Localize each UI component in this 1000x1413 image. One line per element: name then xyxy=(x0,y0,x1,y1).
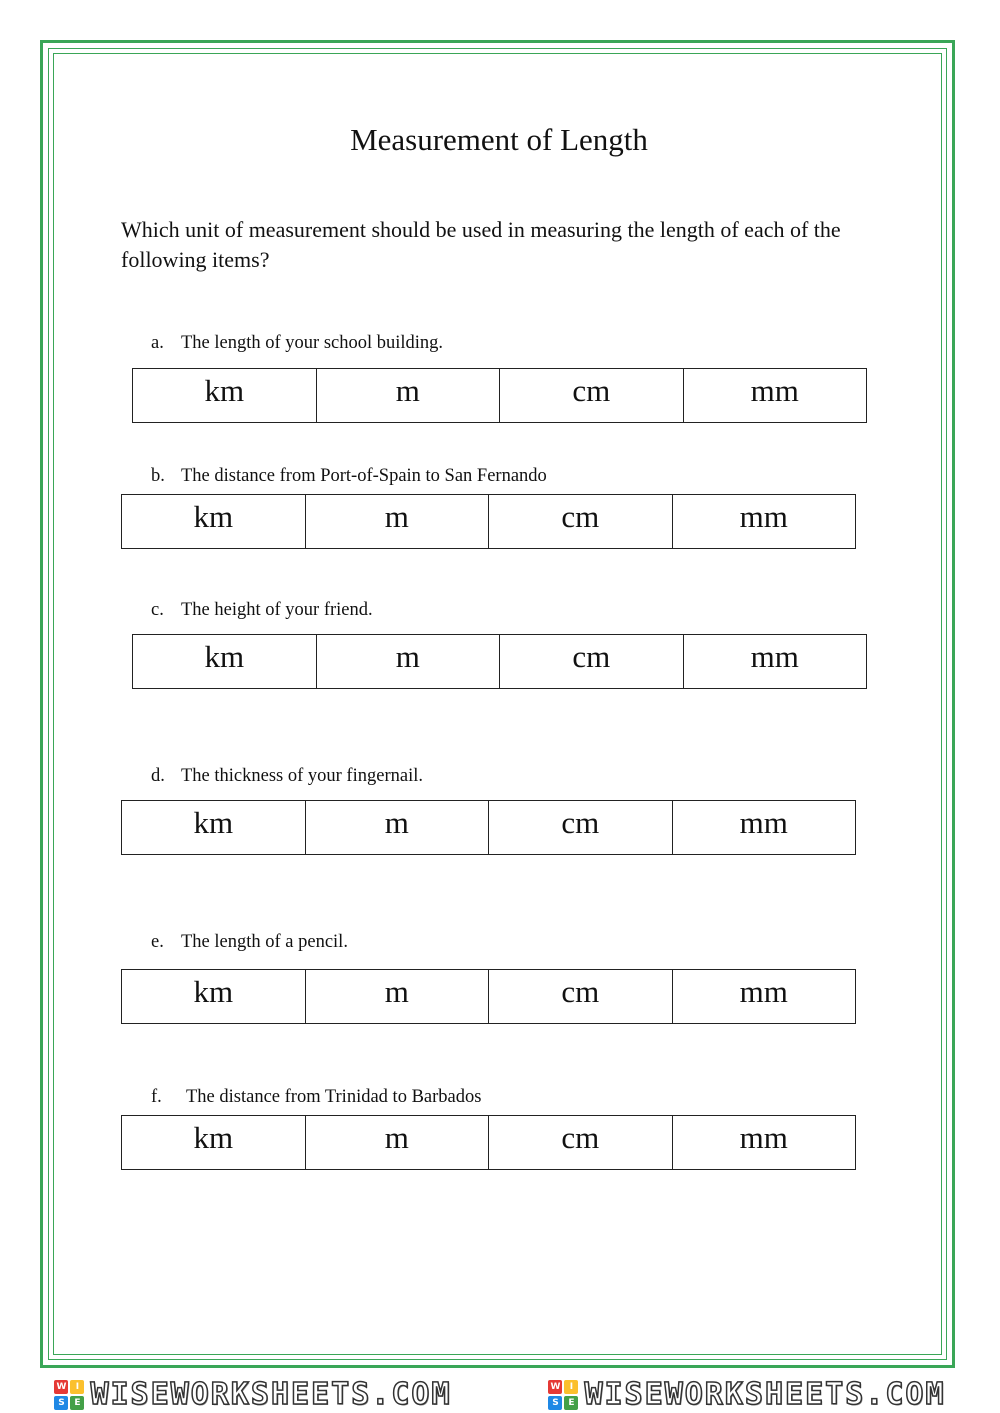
question-letter: c. xyxy=(151,600,164,620)
logo-tile: W xyxy=(548,1380,562,1394)
worksheet-prompt: Which unit of measurement should be used in measuring the length of each of the following items? xyxy=(121,217,841,272)
choice-row-d xyxy=(121,800,856,855)
question-c xyxy=(151,598,373,622)
option-cm[interactable]: cm xyxy=(489,801,673,855)
brand[interactable] xyxy=(54,1377,451,1412)
option-m[interactable]: m xyxy=(316,369,500,423)
question-b xyxy=(151,464,547,488)
option-m[interactable]: m xyxy=(305,970,489,1024)
option-km[interactable]: km xyxy=(122,970,306,1024)
worksheet-title: Measurement of Length xyxy=(350,122,648,157)
option-m[interactable]: m xyxy=(305,801,489,855)
question-d xyxy=(151,764,423,788)
option-mm[interactable]: mm xyxy=(672,495,856,549)
question-e xyxy=(151,930,348,954)
question-letter: a. xyxy=(151,333,164,353)
option-mm[interactable]: mm xyxy=(672,1116,856,1170)
question-letter: d. xyxy=(151,766,165,786)
choice-row-e xyxy=(121,969,856,1024)
question-f xyxy=(151,1085,481,1109)
option-cm[interactable]: cm xyxy=(489,495,673,549)
brand-logo-icon xyxy=(54,1380,84,1410)
option-km[interactable]: km xyxy=(122,1116,306,1170)
question-a xyxy=(151,331,443,355)
option-cm[interactable]: cm xyxy=(500,369,684,423)
logo-tile: W xyxy=(54,1380,68,1394)
logo-tile: I xyxy=(70,1380,84,1394)
choice-row-a xyxy=(132,368,867,423)
option-cm[interactable]: cm xyxy=(489,970,673,1024)
question-text: The length of a pencil. xyxy=(181,932,348,952)
option-mm[interactable]: mm xyxy=(683,369,867,423)
option-mm[interactable]: mm xyxy=(672,970,856,1024)
option-cm[interactable]: cm xyxy=(500,635,684,689)
question-letter: e. xyxy=(151,932,164,952)
option-mm[interactable]: mm xyxy=(672,801,856,855)
logo-tile: I xyxy=(564,1380,578,1394)
brand-text: WISEWORKSHEETS.COM xyxy=(90,1377,452,1412)
option-m[interactable]: m xyxy=(305,495,489,549)
choice-row-b xyxy=(121,494,856,549)
logo-tile: S xyxy=(54,1396,68,1410)
choice-row-c xyxy=(132,634,867,689)
option-m[interactable]: m xyxy=(305,1116,489,1170)
brand[interactable] xyxy=(548,1377,945,1412)
logo-tile: S xyxy=(548,1396,562,1410)
option-km[interactable]: km xyxy=(133,369,317,423)
logo-tile: E xyxy=(70,1396,84,1410)
question-text: The distance from Trinidad to Barbados xyxy=(186,1087,482,1107)
question-letter: b. xyxy=(151,466,165,486)
footer-watermark xyxy=(0,1376,1000,1413)
option-km[interactable]: km xyxy=(133,635,317,689)
option-km[interactable]: km xyxy=(122,801,306,855)
question-text: The thickness of your fingernail. xyxy=(181,766,423,786)
question-text: The distance from Port-of-Spain to San Fernando xyxy=(181,466,547,486)
logo-tile: E xyxy=(564,1396,578,1410)
option-km[interactable]: km xyxy=(122,495,306,549)
option-cm[interactable]: cm xyxy=(489,1116,673,1170)
option-m[interactable]: m xyxy=(316,635,500,689)
choice-row-f xyxy=(121,1115,856,1170)
brand-logo-icon xyxy=(548,1380,578,1410)
option-mm[interactable]: mm xyxy=(683,635,867,689)
brand-text: WISEWORKSHEETS.COM xyxy=(584,1377,946,1412)
question-letter: f. xyxy=(151,1087,162,1107)
question-text: The height of your friend. xyxy=(181,600,373,620)
question-text: The length of your school building. xyxy=(181,333,444,353)
